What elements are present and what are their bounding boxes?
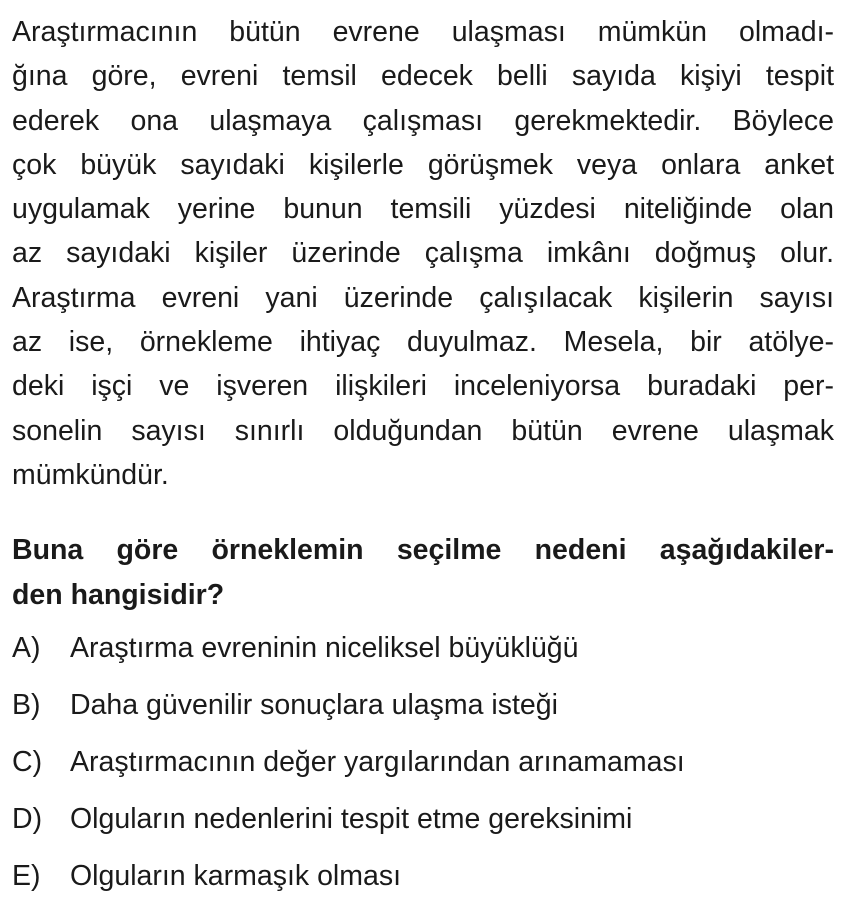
option-letter: A): [12, 632, 41, 664]
passage-line: mümkündür.: [12, 458, 169, 491]
question-line: Buna göre örneklemin seçilme nedeni aşağıdakiler-: [12, 534, 834, 566]
passage-line: uygulamak yerine bunun temsili yüzdesi niteliğinde olan: [12, 193, 834, 226]
option-text: Olguların nedenlerini tespit etme gereksinimi: [70, 803, 633, 835]
option-letter: E): [12, 860, 41, 892]
answer-options: [12, 626, 834, 911]
question-stem: [12, 528, 834, 617]
passage-line: deki işçi ve işveren ilişkileri inceleniyorsa buradaki per-: [12, 370, 834, 403]
passage-line: az sayıdaki kişiler üzerinde çalışma imkânı doğmuş olur.: [12, 237, 834, 270]
passage-line: sonelin sayısı sınırlı olduğundan bütün evrene ulaşmak: [12, 414, 834, 447]
passage-line: ederek ona ulaşmaya çalışması gerekmektedir. Böylece: [12, 104, 834, 137]
passage-line: Araştırmacının bütün evrene ulaşması mümkün olmadı-: [12, 16, 834, 48]
passage-text: [12, 10, 834, 497]
option-text: Olguların karmaşık olması: [70, 860, 402, 892]
option-text: Daha güvenilir sonuçlara ulaşma isteği: [70, 689, 558, 721]
question-line: den hangisidir?: [12, 578, 225, 611]
passage-line: Araştırma evreni yani üzerinde çalışılacak kişilerin sayısı: [12, 281, 834, 314]
option-a[interactable]: [12, 626, 834, 683]
option-text: Araştırmacının değer yargılarından arınamaması: [70, 746, 685, 778]
option-letter: D): [12, 803, 43, 835]
option-text: Araştırma evreninin niceliksel büyüklüğü: [70, 632, 579, 664]
option-b[interactable]: [12, 683, 834, 740]
passage-line: çok büyük sayıdaki kişilerle görüşmek veya onlara anket: [12, 148, 834, 181]
option-letter: B): [12, 689, 41, 721]
option-e[interactable]: [12, 854, 834, 911]
option-letter: C): [12, 746, 43, 778]
option-d[interactable]: [12, 797, 834, 854]
option-c[interactable]: [12, 740, 834, 797]
passage-line: az ise, örnekleme ihtiyaç duyulmaz. Mesela, bir atölye-: [12, 326, 834, 359]
passage-line: ğına göre, evreni temsil edecek belli sayıda kişiyi tespit: [12, 60, 834, 93]
